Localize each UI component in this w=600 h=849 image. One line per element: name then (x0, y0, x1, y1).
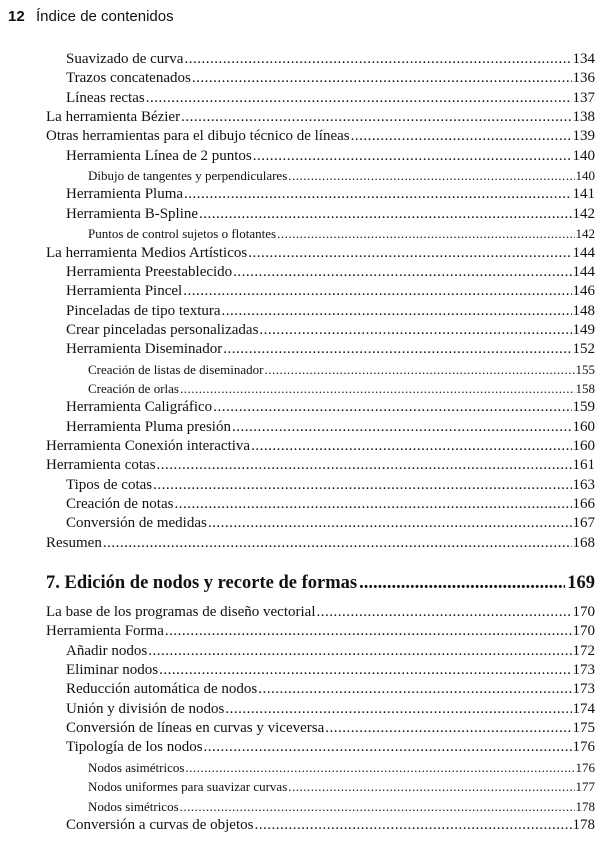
leader-dots (253, 147, 572, 166)
leader-dots (148, 642, 571, 661)
chapter-title: 7. Edición de nodos y recorte de formas (46, 573, 358, 593)
toc-entry-page: 160 (572, 418, 595, 435)
toc-entry (66, 69, 595, 88)
toc-entry-title: Herramienta Caligráfico (66, 399, 213, 416)
leader-dots (254, 816, 571, 835)
toc-entry-title: Creación de listas de diseminador (88, 361, 264, 377)
toc-entry-title: Nodos uniformes para suavizar curvas (88, 779, 288, 795)
toc-entry-page: 172 (572, 642, 595, 659)
leader-dots (165, 622, 572, 641)
toc-entry-title: Añadir nodos (66, 642, 148, 659)
toc-entry (46, 437, 595, 456)
toc-entry-title: Creación de notas (66, 496, 174, 513)
toc-entry-title: Eliminar nodos (66, 662, 159, 679)
toc-entry-page: 140 (572, 147, 595, 164)
chapter-page: 169 (567, 573, 595, 593)
toc-entry (88, 360, 595, 379)
toc-entry (66, 263, 595, 282)
toc-entry-title: Herramienta Pincel (66, 283, 183, 300)
leader-dots (288, 166, 574, 185)
toc-entry-page: 173 (572, 681, 595, 698)
chapter-heading (46, 571, 595, 595)
toc-entry-title: Tipología de los nodos (66, 739, 203, 756)
toc-entry (46, 603, 595, 622)
toc-entry (46, 622, 595, 641)
toc-entry-title: Herramienta Conexión interactiva (46, 438, 251, 454)
toc-entry-title: La herramienta Bézier (46, 109, 181, 126)
toc-entry-title: Herramienta Pluma (66, 186, 184, 203)
toc-entry (66, 205, 595, 224)
toc-entry-title: Suavizado de curva (66, 51, 184, 67)
toc-entry-title: Crear pinceladas personalizadas (66, 321, 259, 338)
toc-entry-title: Nodos simétricos (88, 798, 179, 814)
toc-entry-page: 144 (572, 263, 595, 280)
toc-entry (46, 127, 595, 146)
leader-dots (192, 69, 572, 88)
leader-dots (184, 50, 571, 69)
toc-entry-page: 149 (572, 321, 595, 338)
toc-entry-title: Tipos de cotas (66, 476, 153, 493)
toc-entry (66, 302, 595, 321)
toc-entry (46, 108, 595, 127)
toc-entry (66, 514, 595, 533)
toc-entry (88, 758, 595, 777)
toc-entry-title: Herramienta Pluma presión (66, 418, 231, 435)
leader-dots (232, 418, 572, 437)
toc-entry-page: 168 (572, 534, 595, 551)
toc-entry-page: 139 (572, 128, 595, 145)
toc-entry-title: Herramienta cotas (46, 457, 156, 474)
toc-entry-page: 144 (572, 244, 595, 261)
toc-entry-title: Nodos asimétricos (88, 759, 185, 775)
leader-dots (325, 719, 571, 738)
toc-entry (88, 166, 595, 185)
toc-entry-title: Herramienta Diseminador (66, 341, 223, 358)
leader-dots (208, 514, 572, 533)
toc-entry (88, 797, 595, 816)
leader-dots (183, 282, 571, 301)
toc-entry-page: 177 (575, 779, 595, 795)
running-head: Índice de contenidos (36, 8, 174, 25)
toc-entry (66, 340, 595, 359)
leader-dots (159, 661, 571, 680)
toc-entry-page: 176 (575, 759, 595, 775)
leader-dots (258, 680, 571, 699)
toc-entry (66, 321, 595, 340)
toc-entry (66, 398, 595, 417)
toc-entry (88, 379, 595, 398)
toc-entry-title: Conversión de líneas en curvas y viceversa (66, 720, 325, 737)
leader-dots (174, 495, 571, 514)
toc-entry-title: Unión y división de nodos (66, 700, 225, 717)
toc-entry-title: Creación de orlas (88, 380, 179, 396)
leader-dots (180, 379, 575, 398)
leader-dots (103, 534, 572, 553)
leader-dots (146, 89, 572, 108)
toc-entry-page: 175 (572, 720, 595, 737)
toc-entry-page: 161 (572, 457, 595, 474)
toc-entry-page: 152 (572, 341, 595, 358)
toc-entry (88, 777, 595, 796)
toc-entry (66, 185, 595, 204)
toc-entry-title: Pinceladas de tipo textura (66, 302, 221, 319)
leader-dots (157, 456, 572, 475)
toc-entry-page: 155 (575, 361, 595, 377)
toc-entry-page: 160 (572, 438, 595, 454)
toc-entry-page: 134 (572, 51, 595, 67)
leader-dots (204, 738, 572, 757)
toc-entry-title: Herramienta Línea de 2 puntos (66, 147, 252, 164)
toc-entry-title: Conversión a curvas de objetos (66, 816, 254, 833)
leader-dots (213, 398, 571, 417)
toc-entry-title: Conversión de medidas (66, 515, 207, 532)
leader-dots (199, 205, 571, 224)
toc-entry (46, 244, 595, 263)
toc-entry (66, 495, 595, 514)
page-header (0, 0, 600, 34)
leader-dots (180, 797, 575, 816)
toc-entry-page: 138 (572, 109, 595, 126)
toc-entry (66, 738, 595, 757)
toc-entry-page: 173 (572, 662, 595, 679)
leader-dots (259, 321, 571, 340)
toc-entry-title: Resumen (46, 534, 102, 551)
toc-entry (66, 642, 595, 661)
page-number: 12 (8, 8, 25, 25)
leader-dots (264, 360, 574, 379)
leader-dots (288, 777, 574, 796)
leader-dots (223, 340, 571, 359)
toc-entry-page: 166 (572, 496, 595, 513)
toc-entry-page: 137 (572, 89, 595, 106)
toc-entry-title: Trazos concatenados (66, 70, 191, 87)
toc-entry-page: 163 (572, 476, 595, 493)
leader-dots (317, 603, 572, 622)
toc-entry (46, 456, 595, 475)
toc-entry-page: 141 (572, 186, 595, 203)
toc-entry (66, 89, 595, 108)
leader-dots (248, 244, 571, 263)
leader-dots (233, 263, 571, 282)
toc-entry-page: 142 (575, 226, 595, 242)
toc-entry (66, 147, 595, 166)
toc-entry (46, 534, 595, 553)
leader-dots (359, 571, 565, 595)
toc-entry (66, 816, 595, 835)
toc-entry-title: Otras herramientas para el dibujo técnico de líneas (46, 128, 350, 145)
leader-dots (185, 758, 574, 777)
toc-entry-title: Reducción automática de nodos (66, 681, 258, 698)
toc-entry-page: 170 (572, 604, 595, 620)
toc-entry (66, 282, 595, 301)
toc-entry-page: 146 (572, 283, 595, 300)
toc-entry (66, 50, 595, 69)
toc-entry (66, 661, 595, 680)
toc-entry-title: Herramienta B-Spline (66, 205, 199, 222)
leader-dots (222, 302, 572, 321)
toc-entry-title: Herramienta Preestablecido (66, 263, 233, 280)
toc-entry (66, 680, 595, 699)
leader-dots (153, 476, 571, 495)
toc-entry-page: 159 (572, 399, 595, 416)
toc-entry-page: 176 (572, 739, 595, 756)
toc-entry (66, 719, 595, 738)
toc-entry-page: 136 (572, 70, 595, 87)
toc-entry (66, 700, 595, 719)
leader-dots (277, 224, 574, 243)
toc-entry-title: Puntos de control sujetos o flotantes (88, 226, 277, 242)
toc-entry (66, 476, 595, 495)
leader-dots (251, 437, 571, 456)
toc-entry-page: 174 (572, 700, 595, 717)
toc-entry-page: 170 (572, 623, 595, 640)
leader-dots (225, 700, 571, 719)
leader-dots (181, 108, 571, 127)
toc-entry (88, 224, 595, 243)
toc-entry-title: La base de los programas de diseño vectorial (46, 604, 316, 620)
toc-entry-title: Líneas rectas (66, 89, 145, 106)
toc-entry-page: 158 (575, 380, 595, 396)
toc-entry-title: Herramienta Forma (46, 623, 164, 640)
toc-entry-page: 148 (572, 302, 595, 319)
leader-dots (184, 185, 571, 204)
toc-entry (66, 418, 595, 437)
toc-entry-title: Dibujo de tangentes y perpendiculares (88, 168, 288, 184)
toc-entry-page: 142 (572, 205, 595, 222)
toc-entry-title: La herramienta Medios Artísticos (46, 244, 248, 261)
toc-entry-page: 178 (572, 816, 595, 833)
toc-entry-page: 140 (575, 168, 595, 184)
leader-dots (351, 127, 572, 146)
toc-entry-page: 178 (575, 798, 595, 814)
toc-entry-page: 167 (572, 515, 595, 532)
